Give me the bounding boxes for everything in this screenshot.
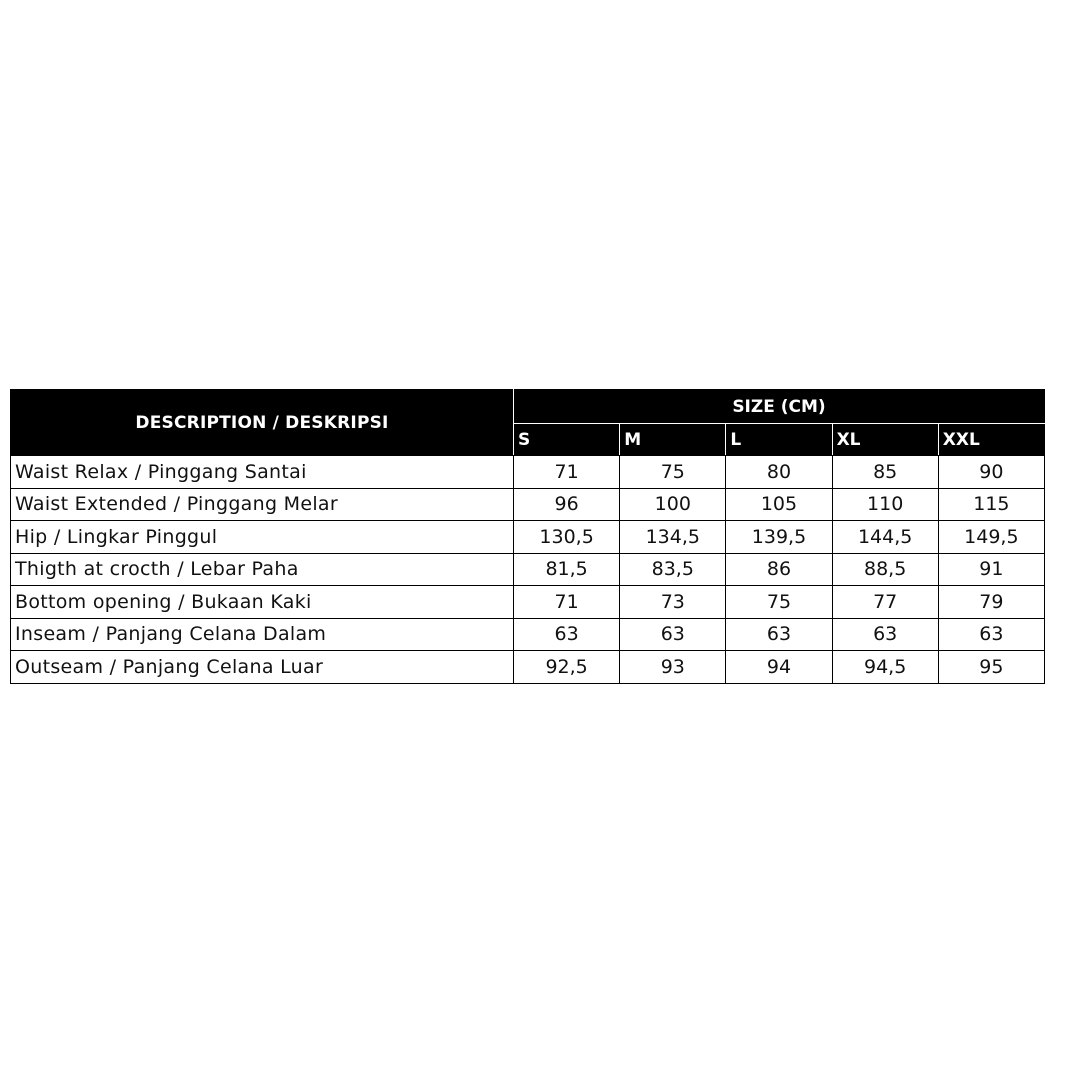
table-row — [11, 553, 1045, 586]
table-row — [11, 618, 1045, 651]
size-header-l: L — [726, 424, 832, 456]
cell-value: 96 — [514, 488, 620, 521]
cell-value: 63 — [726, 618, 832, 651]
cell-value: 91 — [938, 553, 1044, 586]
cell-value: 92,5 — [514, 651, 620, 684]
cell-value: 63 — [938, 618, 1044, 651]
cell-value: 86 — [726, 553, 832, 586]
cell-value: 85 — [832, 456, 938, 489]
table-row — [11, 586, 1045, 619]
table-row — [11, 488, 1045, 521]
cell-value: 80 — [726, 456, 832, 489]
cell-value: 90 — [938, 456, 1044, 489]
cell-value: 71 — [514, 586, 620, 619]
cell-value: 77 — [832, 586, 938, 619]
cell-value: 73 — [620, 586, 726, 619]
cell-value: 144,5 — [832, 521, 938, 554]
cell-value: 63 — [832, 618, 938, 651]
cell-value: 115 — [938, 488, 1044, 521]
size-header-xxl: XXL — [938, 424, 1044, 456]
cell-value: 105 — [726, 488, 832, 521]
cell-value: 79 — [938, 586, 1044, 619]
cell-value: 63 — [620, 618, 726, 651]
table-row — [11, 521, 1045, 554]
size-chart-table — [10, 389, 1045, 684]
row-label: Waist Relax / Pinggang Santai — [11, 456, 514, 489]
row-label: Hip / Lingkar Pinggul — [11, 521, 514, 554]
size-group-header: SIZE (CM) — [514, 390, 1045, 424]
table-row — [11, 456, 1045, 489]
table-header — [11, 390, 1045, 456]
table-body — [11, 456, 1045, 684]
cell-value: 75 — [726, 586, 832, 619]
cell-value: 95 — [938, 651, 1044, 684]
cell-value: 88,5 — [832, 553, 938, 586]
cell-value: 81,5 — [514, 553, 620, 586]
cell-value: 110 — [832, 488, 938, 521]
cell-value: 149,5 — [938, 521, 1044, 554]
cell-value: 93 — [620, 651, 726, 684]
row-label: Bottom opening / Bukaan Kaki — [11, 586, 514, 619]
cell-value: 63 — [514, 618, 620, 651]
cell-value: 139,5 — [726, 521, 832, 554]
cell-value: 83,5 — [620, 553, 726, 586]
row-label: Thigth at crocth / Lebar Paha — [11, 553, 514, 586]
cell-value: 94 — [726, 651, 832, 684]
size-header-s: S — [514, 424, 620, 456]
row-label: Waist Extended / Pinggang Melar — [11, 488, 514, 521]
cell-value: 94,5 — [832, 651, 938, 684]
size-header-xl: XL — [832, 424, 938, 456]
cell-value: 75 — [620, 456, 726, 489]
row-label: Outseam / Panjang Celana Luar — [11, 651, 514, 684]
cell-value: 100 — [620, 488, 726, 521]
description-header: DESCRIPTION / DESKRIPSI — [11, 390, 514, 456]
table-row — [11, 651, 1045, 684]
cell-value: 134,5 — [620, 521, 726, 554]
size-header-m: M — [620, 424, 726, 456]
cell-value: 130,5 — [514, 521, 620, 554]
cell-value: 71 — [514, 456, 620, 489]
row-label: Inseam / Panjang Celana Dalam — [11, 618, 514, 651]
